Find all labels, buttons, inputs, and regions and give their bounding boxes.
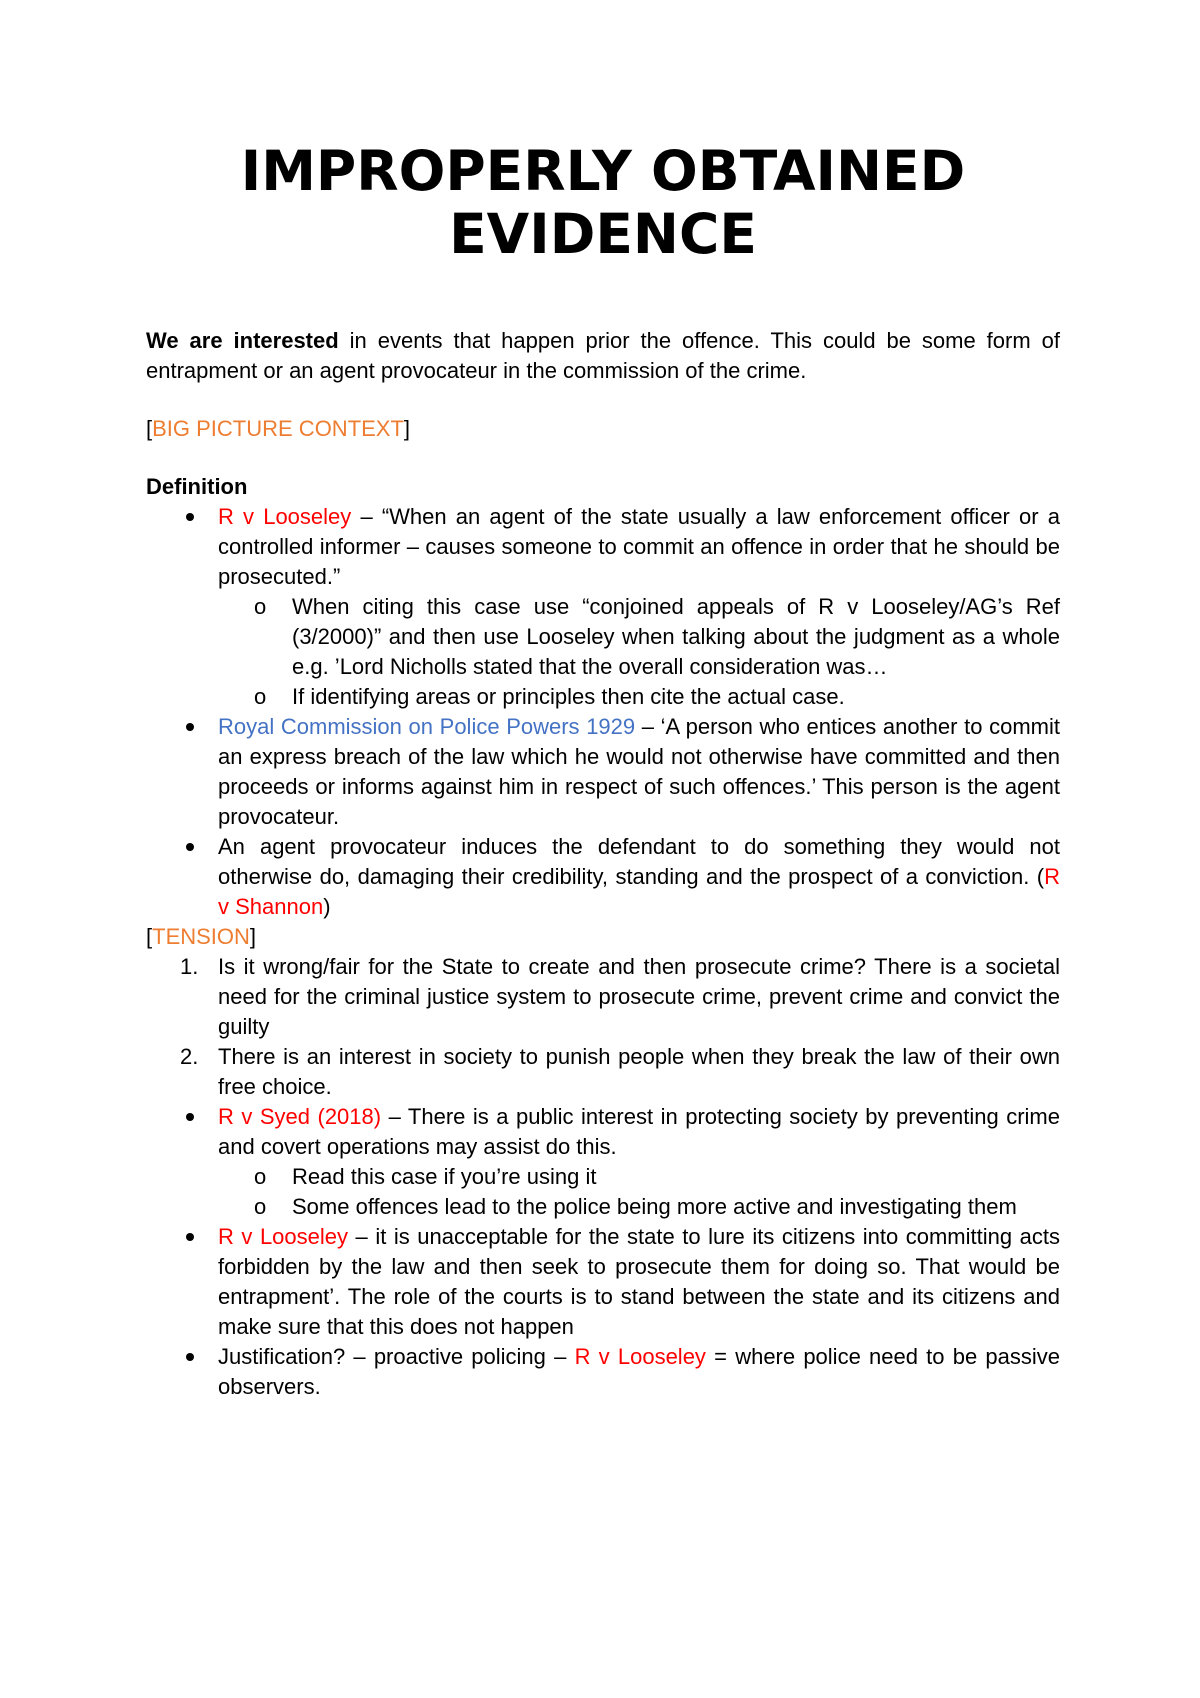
tension-heading [146,922,1060,952]
bullet-icon [186,843,194,851]
case-name: R v Looseley [218,1224,349,1249]
sub-list-item [218,592,1060,682]
list-item [146,1102,1060,1222]
bullet-icon [186,1233,194,1241]
item-text: – ‘A person who entices another to commit an express breach of the law which he would not otherwise have committed and then proceeds or informs against him in respect of such offences.’ This person is the agent provocateur. [218,714,1060,829]
item-text: Justification? – proactive policing – [218,1344,575,1369]
sub-item-text: If identifying areas or principles then cite the actual case. [292,684,845,709]
circle-bullet-icon: o [254,1194,267,1219]
item-text: An agent provocateur induces the defendant to do something they would not otherwise do, damaging their credibility, standing and the prospect of a conviction. ( [218,834,1060,889]
document-body [146,326,1060,1402]
sub-item-text: Some offences lead to the police being more active and investigating them [292,1194,1017,1219]
title-line-2: EVIDENCE [449,202,757,266]
case-name: Royal Commission on Police Powers 1929 [218,714,636,739]
case-name: R v Looseley [574,1344,706,1369]
circle-bullet-icon: o [254,594,267,619]
tension-label: TENSION [152,924,250,949]
case-name: R v Shannon [218,864,1060,919]
sub-list-item [218,1162,1060,1192]
bracket-close: ] [249,924,257,949]
sub-item-text: Read this case if you’re using it [292,1164,597,1189]
definition-heading: Definition [146,474,248,499]
bullet-icon [186,1113,194,1121]
list-item [146,832,1060,922]
list-item [146,1042,1060,1102]
item-text: There is an interest in society to punish people when they break the law of their own free choice. [218,1044,1060,1099]
list-item [146,502,1060,712]
list-number: 1. [180,954,199,979]
sub-list-item [218,682,1060,712]
bracket-close: ] [403,416,411,441]
list-item [146,952,1060,1042]
tension-bullet-list [146,1102,1060,1402]
case-name: R v Looseley [218,504,352,529]
item-text: – “When an agent of the state usually a law enforcement officer or a controlled informer – causes someone to commit an offence in order that he should be prosecuted.” [218,504,1060,589]
sub-list [218,592,1060,712]
sub-list-item [218,1192,1060,1222]
item-text: – it is unacceptable for the state to lure its citizens into committing acts forbidden by the law and then seek to prosecute them for doing so. That would be entrapment’. The role of the courts is to stand between the state and its citizens and make sure that this does not happen [218,1224,1060,1339]
title-line-1: IMPROPERLY OBTAINED [240,139,966,203]
intro-bold-lead: We are interested [146,328,339,353]
intro-paragraph [146,326,1060,386]
sub-list [218,1162,1060,1222]
case-name: R v Syed (2018) [218,1104,382,1129]
bullet-icon [186,723,194,731]
bracket-open: [ [146,924,153,949]
big-picture-heading [146,414,1060,444]
bracket-open: [ [146,416,153,441]
tension-numbered-list [146,952,1060,1102]
sub-item-text: When citing this case use “conjoined appeals of R v Looseley/AG’s Ref (3/2000)” and then use Looseley when talking about the judgment as a whole e.g. ’Lord Nicholls stated that the overall consideration was… [292,594,1060,679]
bullet-icon [186,513,194,521]
document-title [146,140,1060,266]
list-number: 2. [180,1044,199,1069]
list-item [146,1222,1060,1342]
document-page [146,140,1060,1402]
item-text-close: ) [323,894,331,919]
circle-bullet-icon: o [254,684,267,709]
item-text: Is it wrong/fair for the State to create and then prosecute crime? There is a societal need for the criminal justice system to prosecute crime, prevent crime and convict the guilty [218,954,1060,1039]
item-text: – There is a public interest in protecting society by preventing crime and covert operations may assist do this. [218,1104,1060,1159]
definition-list [146,502,1060,922]
big-picture-label: BIG PICTURE CONTEXT [152,416,404,441]
circle-bullet-icon: o [254,1164,267,1189]
item-text: = where police need to be passive observers. [218,1344,1060,1399]
bullet-icon [186,1353,194,1361]
list-item [146,712,1060,832]
list-item [146,1342,1060,1402]
intro-text: in events that happen prior the offence. This could be some form of entrapment or an agent provocateur in the commission of the crime. [146,328,1060,383]
